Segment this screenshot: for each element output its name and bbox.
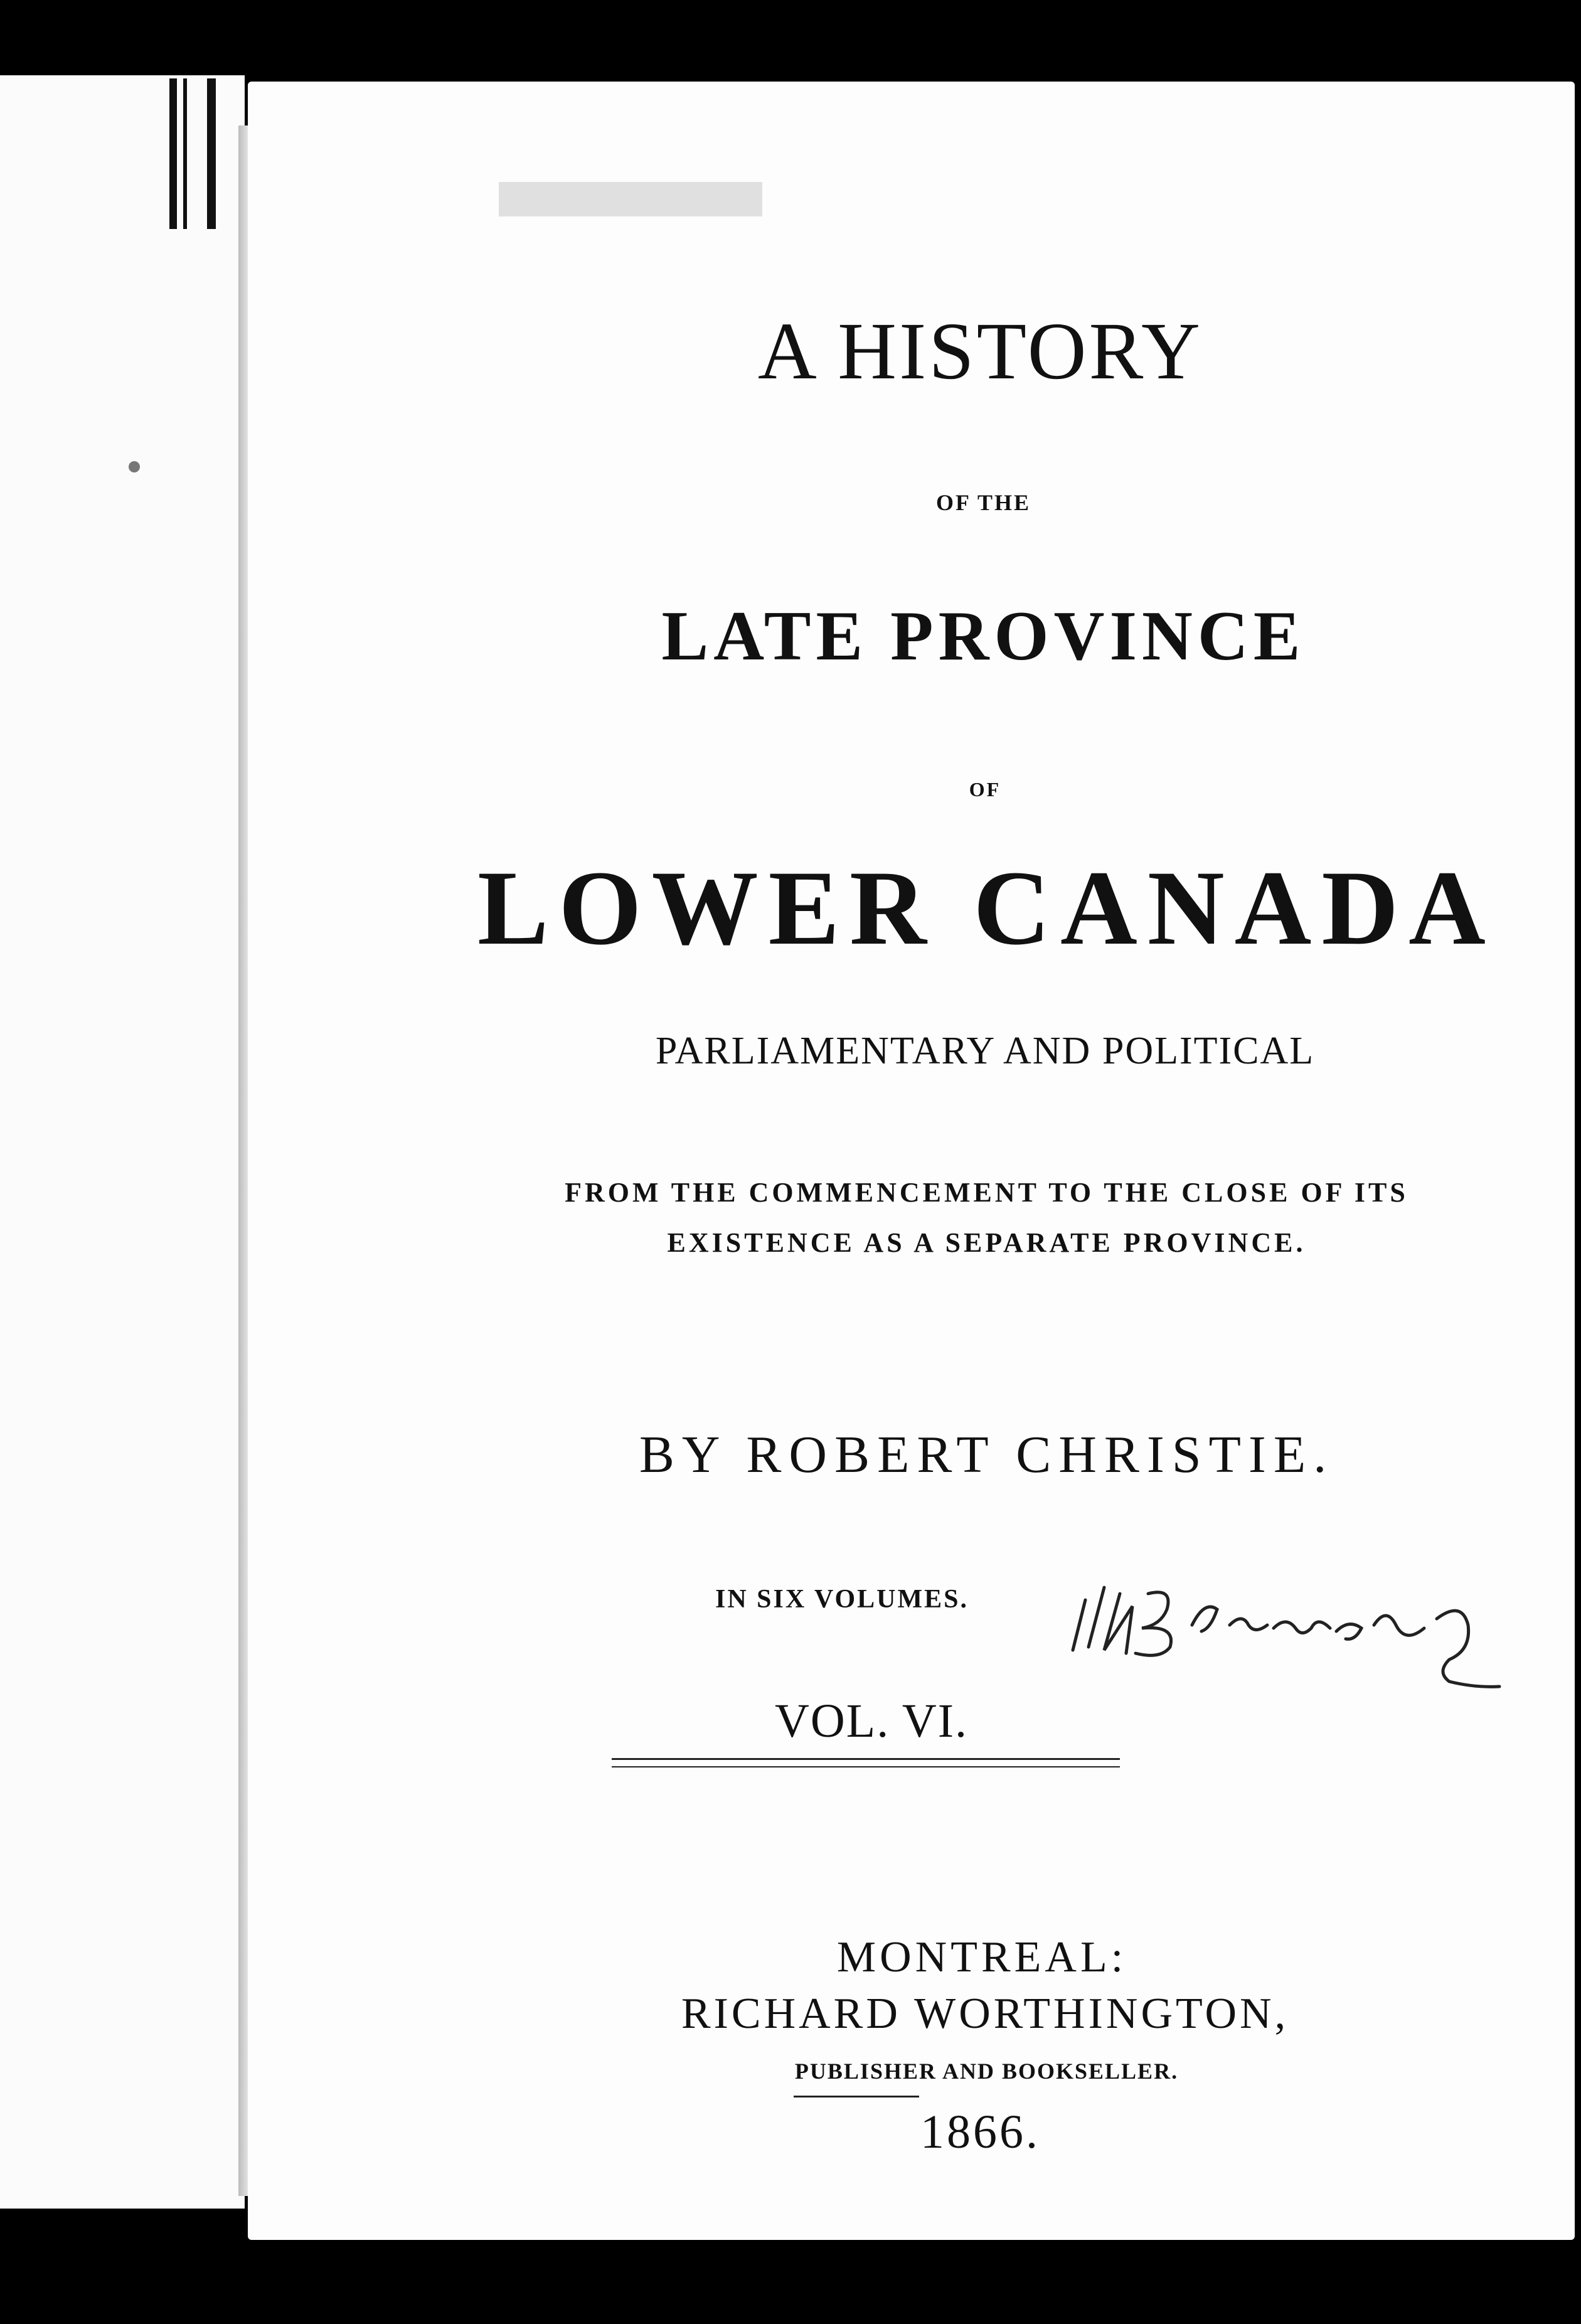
handwritten-signature bbox=[1060, 1500, 1525, 1707]
book-title: A HISTORY bbox=[757, 306, 1203, 397]
title-region: LOWER CANADA bbox=[477, 849, 1496, 967]
scope-line-1: FROM THE COMMENCEMENT TO THE CLOSE OF ITS bbox=[565, 1177, 1408, 1208]
author-line: BY ROBERT CHRISTIE. bbox=[639, 1426, 1334, 1484]
spine-marks bbox=[169, 78, 226, 235]
title-connector-of-the: OF THE bbox=[935, 490, 1031, 515]
double-rule-top bbox=[612, 1758, 1120, 1760]
publisher-name: RICHARD WORTHINGTON, bbox=[681, 1990, 1289, 2038]
volume-number: VOL. VI. bbox=[775, 1695, 969, 1747]
book-subtitle: PARLIAMENTARY AND POLITICAL bbox=[655, 1030, 1315, 1072]
scope-line-2: EXISTENCE AS A SEPARATE PROVINCE. bbox=[667, 1227, 1306, 1258]
title-page bbox=[248, 82, 1575, 2240]
year-underline bbox=[794, 2096, 919, 2097]
publisher-role: PUBLISHER AND BOOKSELLER. bbox=[794, 2059, 1179, 2084]
page-speck bbox=[129, 461, 140, 472]
title-subject: LATE PROVINCE bbox=[661, 597, 1306, 675]
volumes-count: IN SIX VOLUMES. bbox=[715, 1585, 969, 1614]
publication-year: 1866. bbox=[920, 2106, 1040, 2158]
publisher-city: MONTREAL: bbox=[836, 1933, 1127, 1981]
double-rule-bottom bbox=[612, 1766, 1120, 1767]
facing-page-edge bbox=[0, 75, 245, 2209]
title-connector-of: OF bbox=[969, 778, 1001, 801]
faded-library-stamp bbox=[499, 176, 762, 226]
